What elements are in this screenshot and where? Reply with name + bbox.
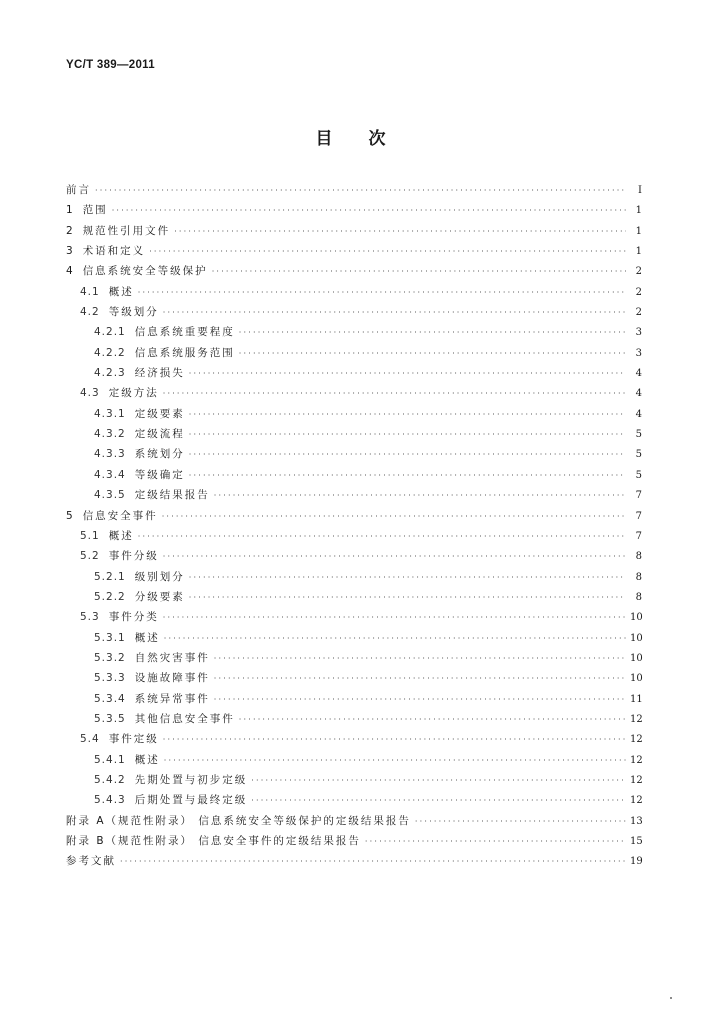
toc-entry-label: 规范性引用文件 [82, 224, 171, 237]
toc-entry[interactable] [66, 404, 642, 424]
toc-entry-number: 5.1 [80, 529, 100, 542]
toc-entry[interactable] [66, 363, 642, 383]
toc-entry-number: 4.3.3 [94, 448, 126, 461]
toc-entry-label: 级别划分 [134, 570, 185, 583]
toc-entry-label: 概述 [108, 285, 134, 298]
toc-leader-dots [189, 364, 626, 384]
toc-entry-label: 事件分级 [108, 550, 159, 563]
toc-leader-dots [189, 445, 626, 465]
toc-entry-number: 5.4.3 [94, 794, 126, 807]
toc-entry-number: 5.2.2 [94, 590, 126, 603]
toc-entry-page-number: 3 [635, 327, 642, 339]
toc-entry-number: 5.4 [80, 733, 100, 746]
toc-entry-page-number: 4 [635, 408, 642, 420]
toc-leader-dots [251, 791, 626, 811]
toc-entry-page-number: 5 [635, 429, 642, 441]
toc-entry-page-number: 8 [635, 591, 642, 603]
toc-leader-dots [365, 832, 626, 852]
toc-entry-page-number: I [638, 185, 642, 196]
toc-entry-number: 4.3.1 [94, 407, 126, 420]
toc-entry-page-number: 13 [630, 815, 643, 827]
toc-entry-number: 4.3 [80, 387, 100, 400]
toc-leader-dots [214, 486, 626, 506]
toc-entry-number: 5.3.4 [94, 692, 126, 705]
toc-leader-dots [251, 771, 626, 791]
toc-leader-dots [95, 181, 626, 201]
toc-entry-label: 信息系统安全等级保护 [82, 265, 208, 278]
toc-leader-dots [214, 669, 626, 689]
toc-entry-page-number: 5 [635, 469, 642, 481]
toc-entry[interactable] [66, 322, 642, 342]
toc-title-char-2: 次 [368, 129, 386, 149]
toc-entry-page-number: 5 [635, 449, 642, 461]
toc-entry[interactable] [66, 648, 642, 668]
toc-entry-number: 5.3.5 [94, 712, 126, 725]
toc-entry[interactable] [66, 302, 642, 322]
toc-entry[interactable] [66, 200, 642, 220]
toc-entry[interactable] [66, 790, 642, 810]
toc-leader-dots [163, 608, 626, 628]
toc-entry-label: 系统异常事件 [134, 692, 210, 705]
toc-leader-dots [162, 507, 626, 527]
toc-leader-dots [138, 527, 626, 547]
toc-leader-dots [163, 730, 626, 750]
toc-entry[interactable] [66, 241, 642, 261]
toc-entry-number: 5.3 [80, 611, 100, 624]
toc-entry-label: 范围 [82, 204, 108, 217]
toc-leader-dots [189, 466, 626, 486]
toc-entry-page-number: 12 [630, 734, 643, 746]
toc-entry-label: 后期处置与最终定级 [134, 794, 248, 807]
toc-entry-number: 4.2.2 [94, 346, 126, 359]
toc-leader-dots [239, 344, 626, 364]
toc-entry-number: 2 [66, 224, 74, 237]
toc-entry[interactable] [66, 587, 642, 607]
toc-entry[interactable] [66, 689, 642, 709]
toc-entry[interactable] [66, 831, 642, 851]
toc-leader-dots [214, 649, 626, 669]
toc-entry-page-number: 8 [635, 571, 642, 583]
toc-leader-dots [189, 568, 626, 588]
standard-code: YC/T 389—2011 [66, 59, 155, 71]
toc-entry[interactable] [66, 770, 642, 790]
toc-leader-dots [138, 283, 626, 303]
toc-entry-label: 分级要素 [134, 590, 185, 603]
toc-entry-page-number: 1 [635, 205, 642, 217]
toc-entry-number: 3 [66, 245, 74, 258]
toc-entry[interactable] [66, 750, 642, 770]
toc-leader-dots [163, 384, 626, 404]
toc-leader-dots [239, 710, 626, 730]
toc-entry-number: 5.2 [80, 550, 100, 563]
toc-entry-page-number: 10 [630, 673, 643, 685]
toc-entry-label: 术语和定义 [82, 245, 146, 258]
toc-entry-number: 5.3.3 [94, 672, 126, 685]
toc-entry-page-number: 7 [635, 510, 642, 522]
toc-leader-dots [189, 588, 626, 608]
toc-entry-number: 5.4.2 [94, 773, 126, 786]
toc-entry-number: 5.3.1 [94, 631, 126, 644]
toc-leader-dots [189, 425, 626, 445]
toc-entry[interactable] [66, 424, 642, 444]
toc-entry-page-number: 19 [630, 856, 643, 868]
toc-entry[interactable] [66, 444, 642, 464]
toc-entry-label: 先期处置与初步定级 [134, 773, 248, 786]
toc-leader-dots [174, 222, 626, 242]
toc-entry-number: 4.1 [80, 285, 100, 298]
table-of-contents [66, 180, 642, 872]
toc-entry-number: 4.3.2 [94, 428, 126, 441]
toc-entry[interactable] [66, 485, 642, 505]
toc-entry-label: 附录 A（规范性附录） 信息系统安全等级保护的定级结果报告 [66, 814, 411, 827]
toc-entry-label: 等级确定 [134, 468, 185, 481]
toc-title [0, 124, 701, 149]
toc-entry-label: 附录 B（规范性附录） 信息安全事件的定级结果报告 [66, 835, 361, 847]
toc-entry-page-number: 3 [635, 347, 642, 359]
toc-entry-number: 4.3.4 [94, 468, 126, 481]
toc-entry-label: 定级方法 [108, 387, 159, 400]
toc-leader-dots [189, 405, 626, 425]
toc-entry-number: 4.2 [80, 306, 100, 319]
toc-entry-label: 定级结果报告 [134, 489, 210, 502]
toc-entry-label: 概述 [134, 753, 160, 766]
toc-entry-number: 4.3.5 [94, 489, 126, 502]
toc-leader-dots [164, 751, 626, 771]
toc-entry-page-number: 15 [630, 836, 643, 847]
toc-entry-number: 5.3.2 [94, 651, 126, 664]
toc-entry[interactable] [66, 282, 642, 302]
toc-entry-label: 定级要素 [134, 407, 185, 420]
toc-entry[interactable] [66, 628, 642, 648]
toc-entry-label: 参考文献 [66, 855, 116, 868]
toc-entry-number: 1 [66, 204, 74, 217]
toc-leader-dots [120, 852, 626, 872]
toc-entry-page-number: 4 [635, 368, 642, 380]
toc-entry-number: 5.4.1 [94, 753, 126, 766]
toc-entry[interactable] [66, 465, 642, 485]
toc-entry[interactable] [66, 343, 642, 363]
toc-entry-page-number: 2 [635, 307, 642, 319]
toc-entry-page-number: 1 [635, 246, 642, 258]
toc-entry[interactable] [66, 506, 642, 526]
toc-entry-label: 等级划分 [108, 306, 159, 319]
toc-entry-page-number: 10 [630, 652, 643, 664]
toc-entry-page-number: 10 [630, 612, 643, 624]
toc-leader-dots [212, 262, 626, 282]
toc-entry[interactable] [66, 221, 642, 241]
toc-leader-dots [163, 547, 626, 567]
scan-speck [670, 997, 672, 999]
toc-entry-page-number: 10 [630, 632, 643, 644]
toc-entry[interactable] [66, 180, 642, 200]
toc-entry-page-number: 11 [630, 693, 643, 705]
toc-entry[interactable] [66, 709, 642, 729]
toc-entry[interactable] [66, 607, 642, 627]
toc-leader-dots [112, 201, 626, 221]
toc-entry-label: 信息安全事件 [82, 509, 158, 522]
toc-leader-dots [164, 629, 626, 649]
toc-entry-number: 5 [66, 509, 74, 522]
toc-entry-page-number: 12 [630, 795, 643, 807]
toc-entry-number: 4.2.3 [94, 367, 126, 380]
toc-entry-label: 其他信息安全事件 [134, 712, 235, 725]
toc-title-char-1: 目 [315, 129, 333, 149]
toc-entry-page-number: 12 [630, 713, 643, 725]
toc-entry[interactable] [66, 526, 642, 546]
toc-leader-dots [163, 303, 626, 323]
toc-entry-label: 设施故障事件 [134, 672, 210, 685]
toc-entry-label: 经济损失 [134, 367, 185, 380]
toc-leader-dots [239, 323, 626, 343]
toc-entry-page-number: 8 [635, 551, 642, 563]
toc-entry-label: 信息系统服务范围 [134, 346, 235, 359]
toc-entry[interactable] [66, 567, 642, 587]
toc-entry-label: 事件分类 [108, 611, 159, 624]
toc-leader-dots [149, 242, 626, 262]
toc-entry-label: 前言 [66, 184, 91, 196]
toc-entry-page-number: 2 [635, 286, 642, 298]
toc-entry-label: 信息系统重要程度 [134, 326, 235, 339]
toc-entry-page-number: 2 [635, 266, 642, 278]
toc-entry-label: 自然灾害事件 [134, 651, 210, 664]
toc-entry[interactable] [66, 729, 642, 749]
toc-entry-number: 5.2.1 [94, 570, 126, 583]
toc-entry-label: 概述 [108, 529, 134, 542]
toc-leader-dots [214, 690, 626, 710]
toc-entry-label: 系统划分 [134, 448, 185, 461]
toc-entry-page-number: 7 [635, 530, 642, 542]
toc-entry-label: 定级流程 [134, 428, 185, 441]
toc-entry[interactable] [66, 668, 642, 688]
toc-entry-page-number: 12 [630, 774, 643, 786]
toc-entry[interactable] [66, 261, 642, 281]
toc-entry-number: 4.2.1 [94, 326, 126, 339]
toc-entry-label: 事件定级 [108, 733, 159, 746]
toc-leader-dots [415, 812, 626, 832]
toc-entry-number: 4 [66, 265, 74, 278]
toc-entry-page-number: 12 [630, 754, 643, 766]
toc-entry-page-number: 4 [635, 388, 642, 400]
toc-entry-page-number: 7 [635, 490, 642, 502]
toc-entry[interactable] [66, 851, 642, 871]
toc-entry[interactable] [66, 546, 642, 566]
toc-entry-page-number: 1 [635, 225, 642, 237]
toc-entry[interactable] [66, 811, 642, 831]
toc-entry[interactable] [66, 383, 642, 403]
toc-entry-label: 概述 [134, 631, 160, 644]
